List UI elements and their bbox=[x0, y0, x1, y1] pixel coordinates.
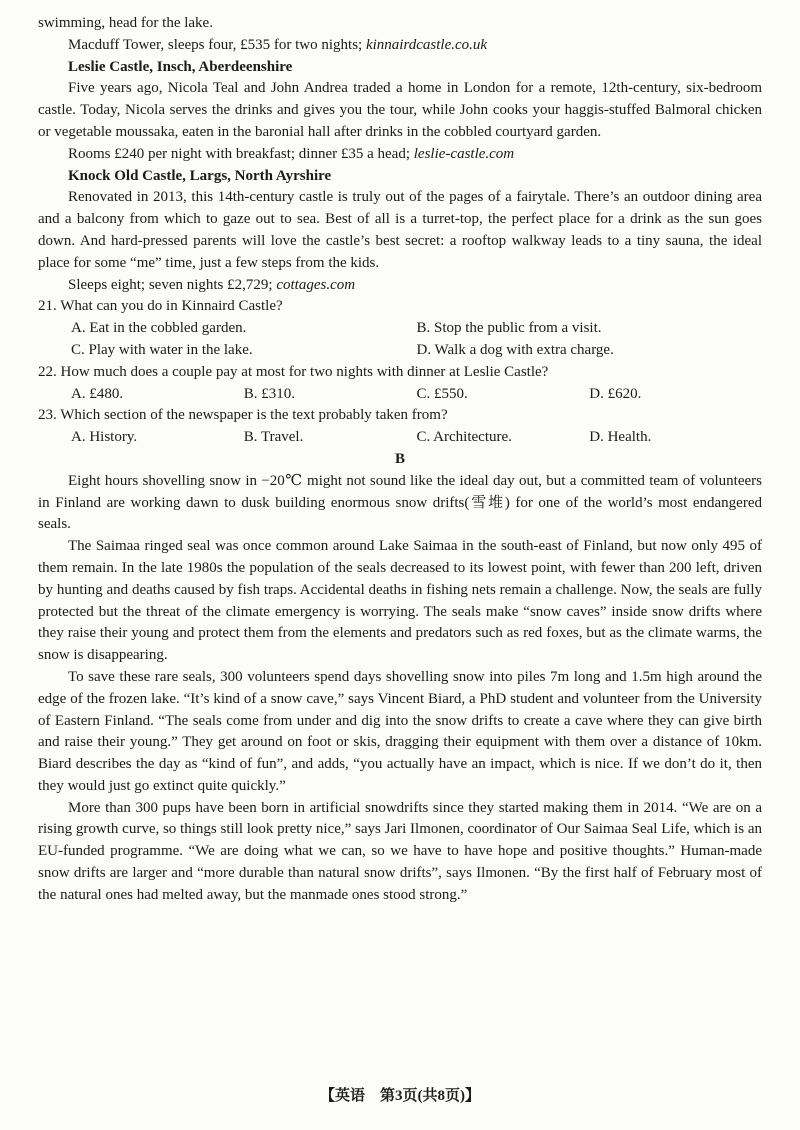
options-row bbox=[38, 427, 762, 449]
option-B: B. Travel. bbox=[243, 429, 304, 446]
paragraph bbox=[38, 144, 762, 166]
paragraph bbox=[38, 187, 762, 274]
text-segment: Knock Old Castle, Largs, North Ayrshire bbox=[68, 167, 332, 184]
option-A: A. £480. bbox=[71, 385, 124, 402]
text-segment: 22. How much does a couple pay at most for two nights with dinner at Leslie Castle? bbox=[38, 363, 549, 380]
option-D: D. £620. bbox=[589, 385, 642, 402]
option-A: A. Eat in the cobbled garden. bbox=[71, 320, 247, 337]
option-B: B. Stop the public from a visit. bbox=[416, 320, 602, 337]
page-footer: 【英语 第3页(共8页)】 bbox=[320, 1088, 480, 1105]
text-segment: 23. Which section of the newspaper is the text probably taken from? bbox=[38, 407, 448, 424]
website-url-text: kinnairdcastle.co.uk bbox=[365, 36, 488, 53]
option-B: B. £310. bbox=[243, 385, 296, 402]
text-segment: Five years ago, Nicola Teal and John Andrea traded a home in London for a remote, 12th-century, six-bedroom castle. Today, Nicola serves the drinks and gives you the tour, while John cooks your haggis-stuffed Balmoral chicken or vegetable moussaka, eaten in the baronial hall after drinks in the cobbled courtyard garden. bbox=[38, 80, 762, 140]
option-D: D. Health. bbox=[589, 429, 652, 446]
paragraph bbox=[38, 78, 762, 143]
option-C: C. Architecture. bbox=[416, 429, 512, 446]
castle-heading bbox=[38, 57, 762, 79]
question-23 bbox=[38, 405, 762, 427]
text-segment: Rooms £240 per night with breakfast; dinner £35 a head; bbox=[68, 145, 414, 162]
paragraph bbox=[38, 536, 762, 667]
options-row bbox=[38, 384, 762, 406]
text-segment: Macduff Tower, sleeps four, £535 for two nights; bbox=[68, 36, 366, 53]
text-segment: Renovated in 2013, this 14th-century castle is truly out of the pages of a fairytale. There’s an outdoor dining area and a balcony from which to gaze out to sea. Best of all is a turret-top, the perfect place for a drink as the sun goes down. And hard-pressed parents will love the castle’s best secret: a rooftop walkway leads to a tiny sauna, the ideal place for some “me” time, just a few steps from the kids. bbox=[38, 189, 762, 271]
paragraph bbox=[38, 471, 762, 536]
question-22 bbox=[38, 362, 762, 384]
text-segment: To save these rare seals, 300 volunteers spend days shovelling snow into piles 7m long and 1.5m high around the edge of the frozen lake. “It’s kind of a snow cave,” says Vincent Biard, a PhD student and volunteer from the University of Eastern Finland. “The seals come from under and dig into the snow drifts to create a cave where they can give birth and raise their young.” They get around on foot or skis, dragging their equipment with them over a distance of 10km. Biard describes the day as “kind of fun”, and adds, “you actually have an impact, which is nice. If we don’t do it, then they would just go extinct quite quickly.” bbox=[38, 668, 762, 794]
website-url-text: cottages.com bbox=[276, 276, 356, 293]
paragraph bbox=[38, 35, 762, 57]
paragraph bbox=[38, 13, 762, 35]
options-row bbox=[38, 318, 762, 340]
option-A: A. History. bbox=[71, 429, 138, 446]
option-D: D. Walk a dog with extra charge. bbox=[416, 341, 614, 358]
section-marker-B: B bbox=[394, 450, 405, 467]
text-segment: swimming, head for the lake. bbox=[38, 15, 213, 31]
option-C: C. Play with water in the lake. bbox=[71, 341, 253, 358]
text-segment: More than 300 pups have been born in artificial snowdrifts since they started making them in 2014. “We are on a rising growth curve, so things still look pretty nice,” says Jari Ilmonen, coordinator of Our Saimaa Seal Life, which is an EU-funded programme. “We are doing what we can, so we have to have hope and positive thoughts.” Human-made snow drifts are larger and “more durable than natural snow drifts”, says Ilmonen. “By the first half of February most of the natural ones had melted away, but the manmade ones stood strong.” bbox=[38, 799, 763, 903]
paragraph bbox=[38, 798, 762, 907]
question-21 bbox=[38, 296, 762, 318]
website-url-text: leslie-castle.com bbox=[413, 145, 515, 162]
document-body bbox=[38, 13, 762, 907]
castle-heading bbox=[38, 166, 762, 188]
paragraph bbox=[38, 275, 762, 297]
text-segment: 21. What can you do in Kinnaird Castle? bbox=[38, 298, 283, 315]
text-segment: Leslie Castle, Insch, Aberdeenshire bbox=[68, 58, 293, 75]
options-row bbox=[38, 340, 762, 362]
paragraph bbox=[38, 667, 762, 798]
option-C: C. £550. bbox=[416, 385, 468, 402]
text-segment: Eight hours shovelling snow in −20℃ might not sound like the ideal day out, but a committed team of volunteers in Finland are working dawn to dusk building enormous snow drifts(雪堆) for one of the world’s most endangered seals. bbox=[38, 472, 762, 533]
text-segment: Sleeps eight; seven nights £2,729; bbox=[68, 276, 277, 293]
text-segment: The Saimaa ringed seal was once common around Lake Saimaa in the south-east of Finland, but now only 495 of them remain. In the late 1980s the population of the seals decreased to its lowest point, with fewer than 200 left, driven by hunting and deaths caused by fish traps. Accidental deaths in fishing nets remain a challenge. Now, the seals are fully protected but the threat of the climate emergency is worrying. The seals make “snow caves” inside snow drifts where they raise their young and protect them from the elements and predators such as red foxes, but as the climate warms, the snow is disappearing. bbox=[38, 538, 762, 664]
